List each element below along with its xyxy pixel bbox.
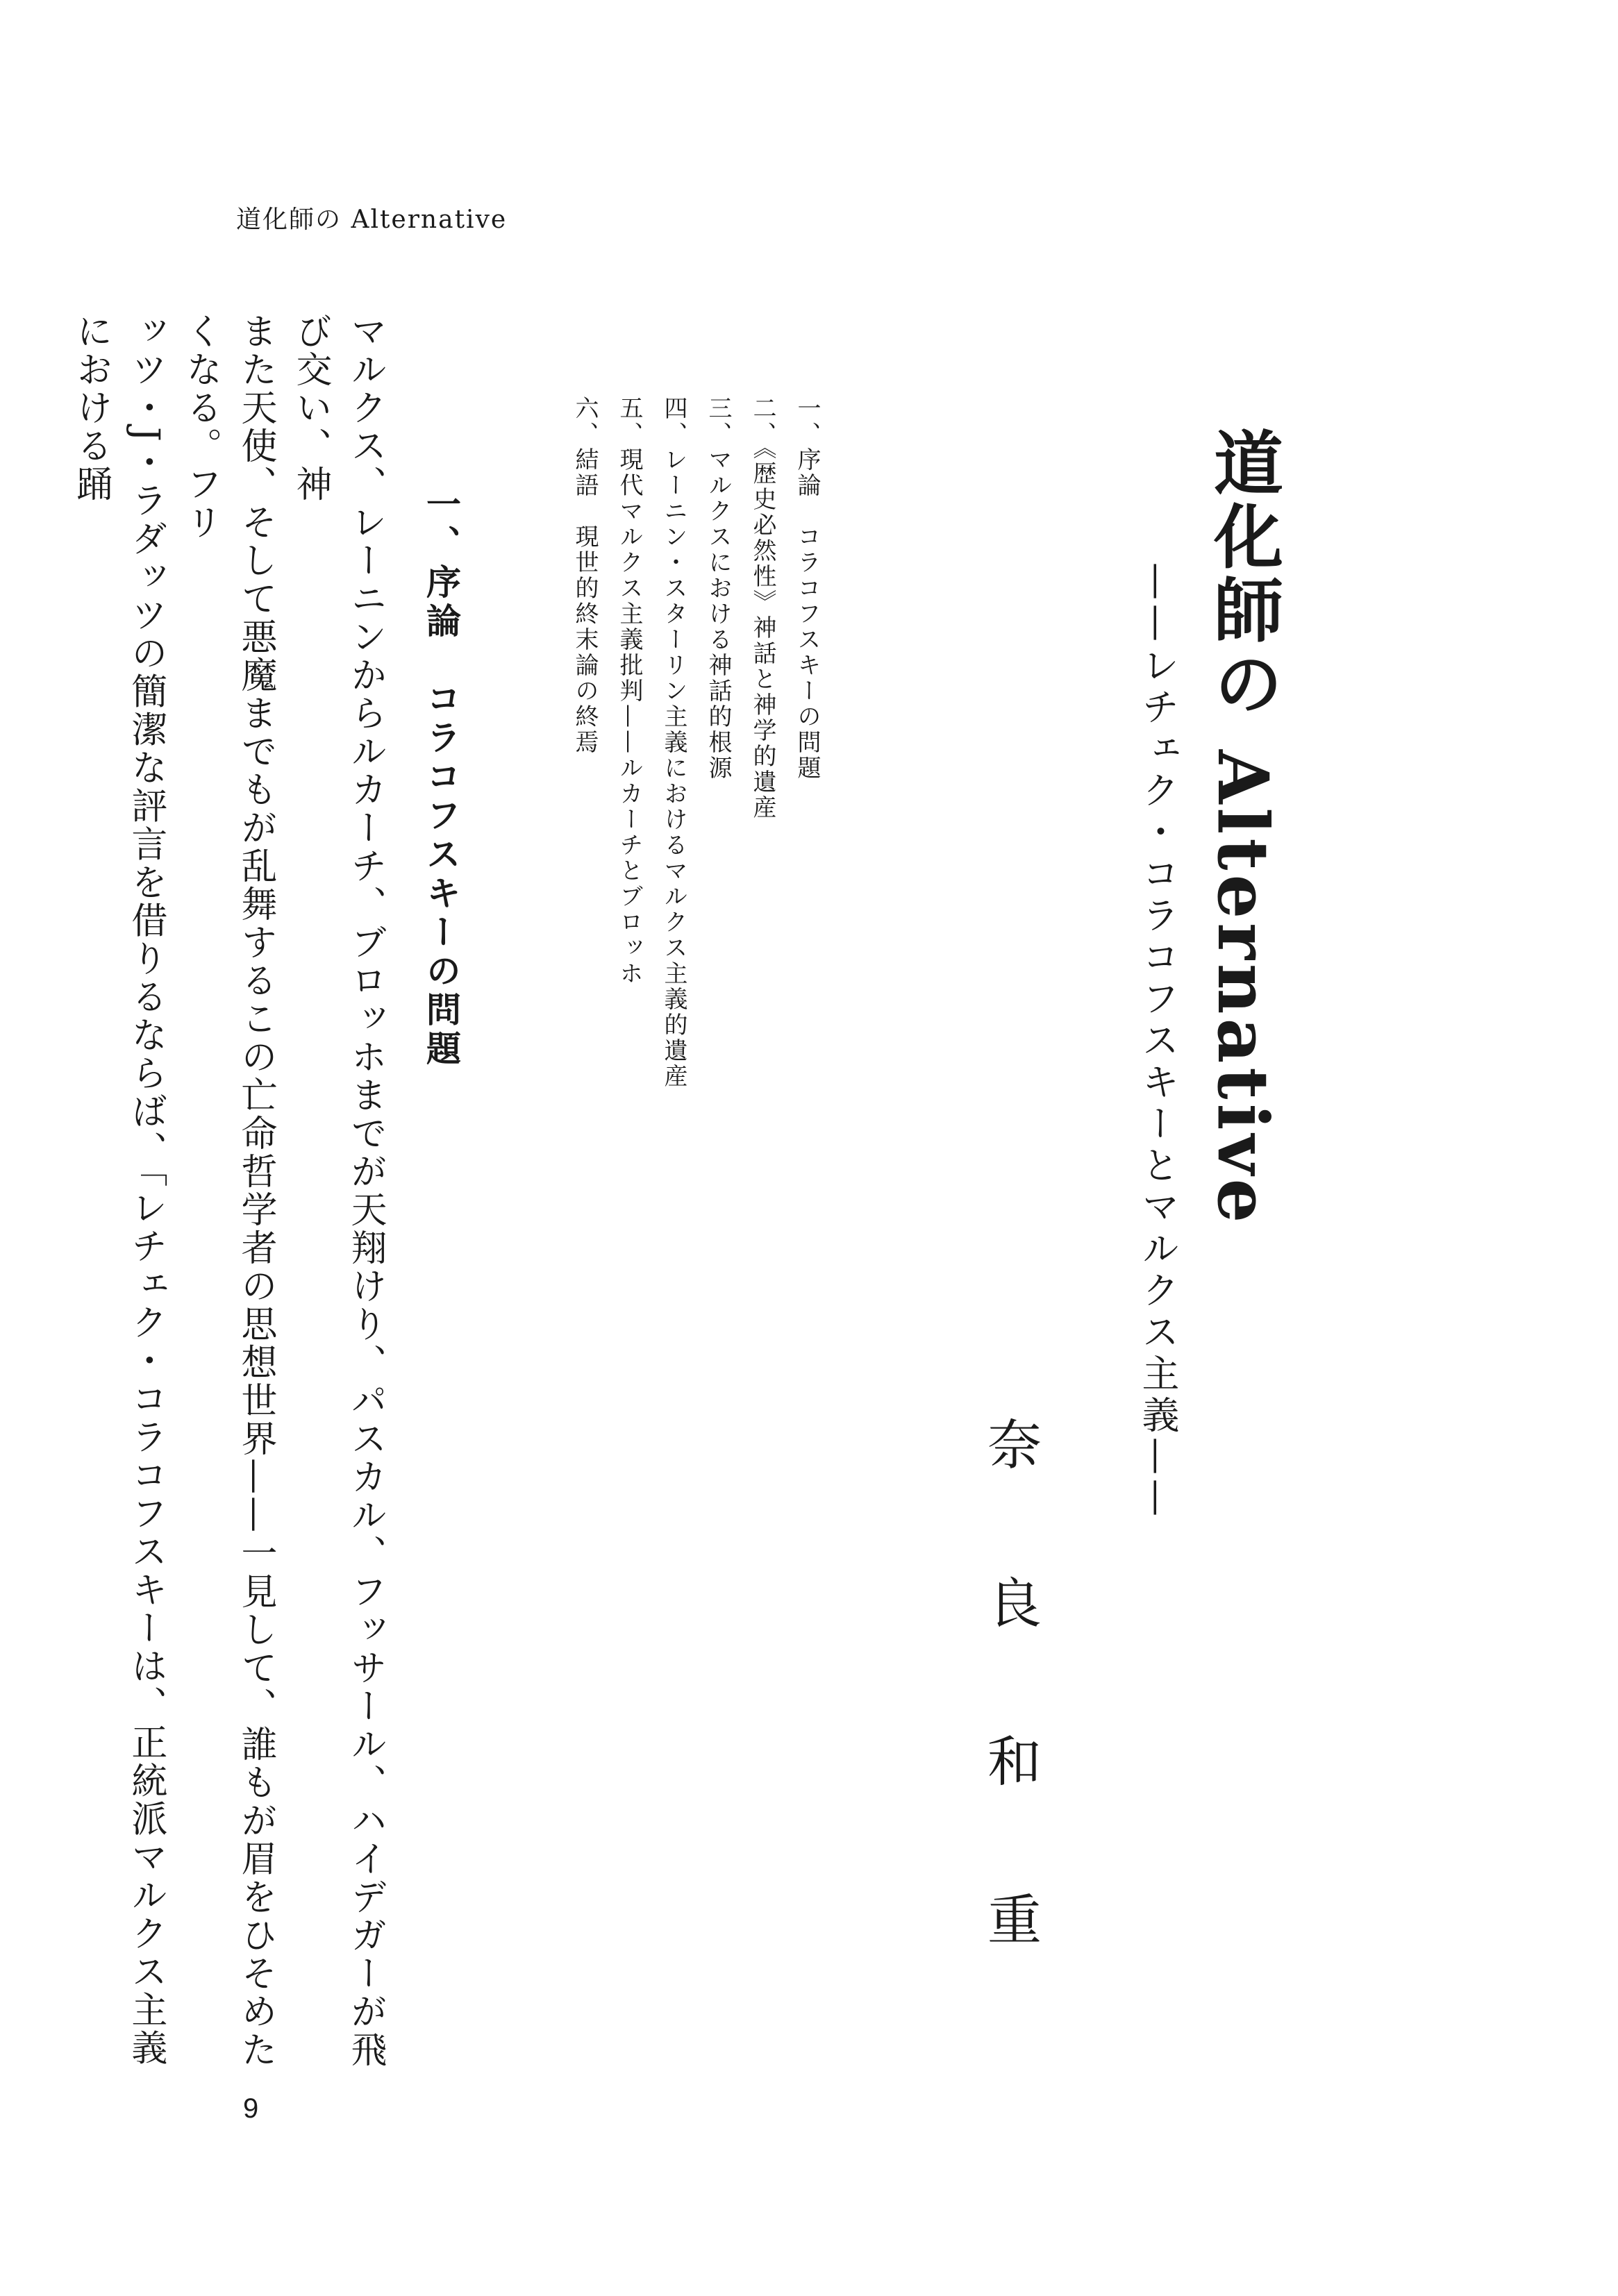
page-number: 9 bbox=[243, 2093, 259, 2124]
toc-item: 二、《歴史必然性》神話と神学的遺産 bbox=[749, 396, 776, 821]
section-heading: 一、序論 コラコフスキーの問題 bbox=[421, 486, 462, 1069]
body-line: ッツ・J・ラダッツの簡潔な評言を借りるならば、「レチェク・コラコフスキーは、正統派マルクス主義における踊 bbox=[69, 312, 167, 2068]
toc-item: 六、結語 現世的終末論の終焉 bbox=[571, 396, 599, 755]
toc-item: 四、レーニン・スターリン主義におけるマルクス主義的遺産 bbox=[660, 396, 687, 1089]
article-subtitle: ——レチェク・コラコフスキーとマルクス主義—— bbox=[1136, 562, 1180, 1520]
toc-item: 一、序論 コラコフスキーの問題 bbox=[793, 396, 821, 781]
body-text bbox=[69, 312, 392, 2069]
toc-item: 三、マルクスにおける神話的根源 bbox=[704, 396, 732, 781]
article-title: 道化師の Alternative bbox=[1202, 427, 1284, 1227]
toc-item: 五、現代マルクス主義批判——ルカーチとブロッホ bbox=[615, 396, 643, 987]
body-line: また天使、そして悪魔までもが乱舞するこの亡命哲学者の思想世界——一見して、誰もが眉をひそめたくなる。フリ bbox=[179, 312, 276, 2069]
author-name: 奈良和重 bbox=[978, 1416, 1041, 2050]
table-of-contents bbox=[552, 396, 819, 1229]
running-head: 道化師の Alternative bbox=[236, 206, 508, 234]
body-line: マルクス、レーニンからルカーチ、ブロッホまでが天翔けり、パスカル、フッサール、ハイデガーが飛び交い、神 bbox=[289, 312, 386, 2069]
